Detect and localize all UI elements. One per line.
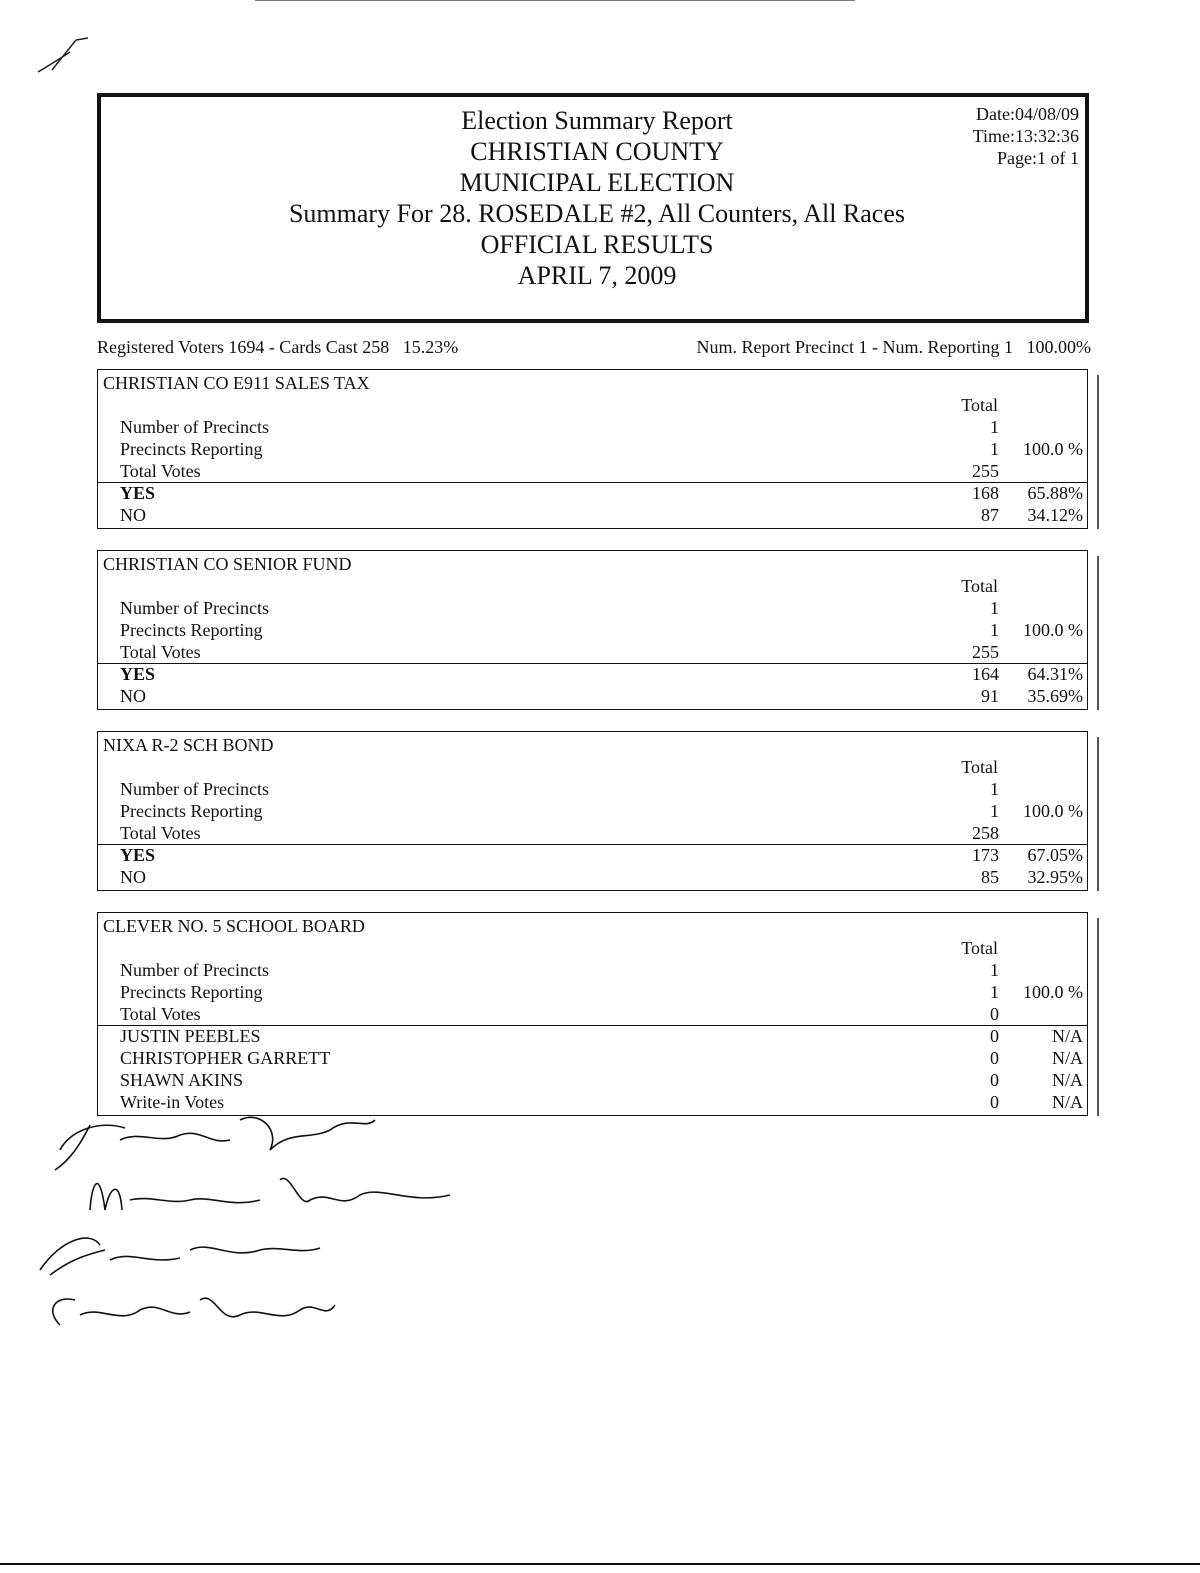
stat-row-count: 1 xyxy=(990,982,999,1002)
registered-voters: Registered Voters 1694 - Cards Cast 258 15.23% xyxy=(97,337,459,357)
choice-row-label: YES xyxy=(120,483,156,503)
choice-row xyxy=(98,866,1087,888)
stat-row xyxy=(98,1003,1087,1025)
report-title: Election Summary Report xyxy=(461,106,733,135)
choice-row-percent: 67.05% xyxy=(1027,845,1083,865)
choice-row-label: YES xyxy=(120,845,156,865)
report-meta xyxy=(973,103,1079,169)
scan-edge-mark xyxy=(1097,375,1099,529)
total-column-header: Total xyxy=(961,576,998,596)
report-time: Time:13:32:36 xyxy=(972,126,1079,146)
stat-row xyxy=(98,619,1087,641)
stat-row-count: 0 xyxy=(990,1004,999,1024)
choice-row xyxy=(98,504,1087,526)
stat-row-label: Number of Precincts xyxy=(120,417,269,437)
stat-row xyxy=(98,981,1087,1003)
race-section xyxy=(97,731,1088,891)
election-name: MUNICIPAL ELECTION xyxy=(459,168,735,197)
choice-row-count: 85 xyxy=(981,867,999,887)
bottom-edge-line xyxy=(0,1563,1200,1565)
stat-row xyxy=(98,438,1087,460)
race-title: CLEVER NO. 5 SCHOOL BOARD xyxy=(103,916,365,936)
choice-row xyxy=(98,1047,1087,1069)
choice-row xyxy=(98,482,1087,504)
race-title: CHRISTIAN CO E911 SALES TAX xyxy=(103,373,370,393)
choice-row-label: NO xyxy=(120,505,146,525)
stat-row-count: 255 xyxy=(972,642,999,662)
top-edge-line xyxy=(255,0,855,1)
choice-row-count: 173 xyxy=(972,845,999,865)
total-column-header: Total xyxy=(961,938,998,958)
choice-row-percent: N/A xyxy=(1052,1092,1083,1112)
turnout-summary xyxy=(97,337,1091,359)
choice-row-label: CHRISTOPHER GARRETT xyxy=(120,1048,331,1068)
report-header xyxy=(97,93,1089,323)
race-section xyxy=(97,369,1088,529)
total-column-header: Total xyxy=(961,395,998,415)
election-date: APRIL 7, 2009 xyxy=(517,261,677,290)
choice-row-count: 87 xyxy=(981,505,999,525)
stat-row-count: 1 xyxy=(990,960,999,980)
choice-row-label: NO xyxy=(120,867,146,887)
choice-row-label: SHAWN AKINS xyxy=(120,1070,244,1090)
choice-row-percent: 32.95% xyxy=(1027,867,1083,887)
stat-row-label: Number of Precincts xyxy=(120,598,269,618)
stat-row xyxy=(98,959,1087,981)
stat-row-percent: 100.0 % xyxy=(1023,982,1083,1002)
race-title: CHRISTIAN CO SENIOR FUND xyxy=(103,554,352,574)
scan-edge-mark xyxy=(1097,556,1099,710)
stat-row-label: Total Votes xyxy=(120,461,201,481)
choice-row-percent: 35.69% xyxy=(1027,686,1083,706)
stat-row-label: Total Votes xyxy=(120,642,201,662)
stat-row-label: Number of Precincts xyxy=(120,779,269,799)
stat-row xyxy=(98,641,1087,663)
stat-row-count: 1 xyxy=(990,439,999,459)
choice-row xyxy=(98,663,1087,685)
choice-row-percent: N/A xyxy=(1052,1070,1083,1090)
report-page: Page:1 of 1 xyxy=(997,148,1079,168)
stat-row-label: Precincts Reporting xyxy=(120,801,263,821)
stat-row xyxy=(98,460,1087,482)
choice-row-label: YES xyxy=(120,664,156,684)
stat-row-count: 258 xyxy=(972,823,999,843)
stat-row-count: 1 xyxy=(990,417,999,437)
summary-for: Summary For 28. ROSEDALE #2, All Counters, All Races xyxy=(288,199,906,228)
choice-row-count: 91 xyxy=(981,686,999,706)
scan-edge-mark xyxy=(1097,737,1099,891)
county-name: CHRISTIAN COUNTY xyxy=(470,137,724,166)
stat-row xyxy=(98,778,1087,800)
choice-row-percent: 34.12% xyxy=(1027,505,1083,525)
stat-row xyxy=(98,800,1087,822)
choice-row-percent: N/A xyxy=(1052,1048,1083,1068)
choice-row-count: 0 xyxy=(990,1048,999,1068)
choice-row-count: 0 xyxy=(990,1070,999,1090)
stat-row-label: Number of Precincts xyxy=(120,960,269,980)
choice-row xyxy=(98,844,1087,866)
choice-row-label: JUSTIN PEEBLES xyxy=(120,1026,261,1046)
stat-row-label: Precincts Reporting xyxy=(120,620,263,640)
stat-row xyxy=(98,822,1087,844)
stat-row-label: Precincts Reporting xyxy=(120,439,263,459)
choice-row-count: 0 xyxy=(990,1092,999,1112)
choice-row xyxy=(98,685,1087,707)
stat-row-count: 1 xyxy=(990,801,999,821)
precincts-reporting-summary: Num. Report Precinct 1 - Num. Reporting 1 100.00% xyxy=(696,337,1091,357)
stat-row-percent: 100.0 % xyxy=(1023,620,1083,640)
total-column-header: Total xyxy=(961,757,998,777)
results-status: OFFICIAL RESULTS xyxy=(480,230,714,259)
stat-row-count: 255 xyxy=(972,461,999,481)
race-section xyxy=(97,912,1088,1116)
choice-row-count: 0 xyxy=(990,1026,999,1046)
stat-row-label: Precincts Reporting xyxy=(120,982,263,1002)
stat-row-count: 1 xyxy=(990,620,999,640)
choice-row-percent: 65.88% xyxy=(1027,483,1083,503)
race-section xyxy=(97,550,1088,710)
signatures xyxy=(30,1100,510,1350)
race-title: NIXA R-2 SCH BOND xyxy=(103,735,274,755)
scan-edge-mark xyxy=(1097,918,1099,1116)
choice-row-count: 168 xyxy=(972,483,999,503)
stat-row-label: Total Votes xyxy=(120,823,201,843)
choice-row-count: 164 xyxy=(972,664,999,684)
stat-row-percent: 100.0 % xyxy=(1023,801,1083,821)
choice-row-label: Write-in Votes xyxy=(120,1092,225,1112)
stat-row xyxy=(98,416,1087,438)
choice-row-percent: N/A xyxy=(1052,1026,1083,1046)
stat-row-percent: 100.0 % xyxy=(1023,439,1083,459)
choice-row-percent: 64.31% xyxy=(1027,664,1083,684)
stat-row xyxy=(98,597,1087,619)
choice-row-label: NO xyxy=(120,686,146,706)
choice-row xyxy=(98,1025,1087,1047)
report-date: Date:04/08/09 xyxy=(976,104,1079,124)
corner-mark-icon xyxy=(30,30,100,80)
stat-row-count: 1 xyxy=(990,598,999,618)
choice-row xyxy=(98,1069,1087,1091)
stat-row-count: 1 xyxy=(990,779,999,799)
stat-row-label: Total Votes xyxy=(120,1004,201,1024)
